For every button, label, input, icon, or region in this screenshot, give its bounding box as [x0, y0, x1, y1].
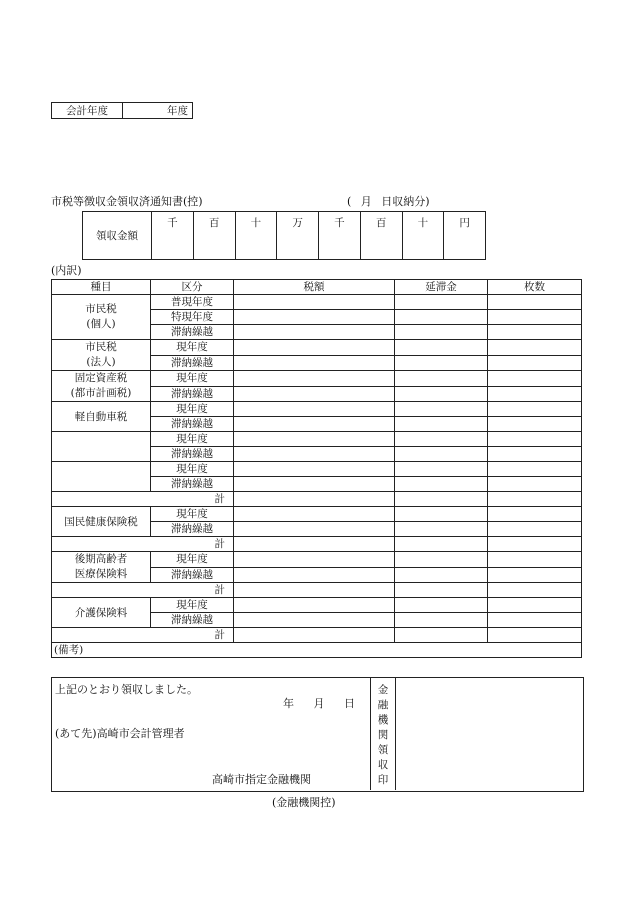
amount-box: [82, 211, 486, 260]
table-row: [52, 432, 582, 447]
division-cell: 現年度: [151, 552, 234, 568]
breakdown-heading: (内訳): [51, 264, 82, 277]
count-cell[interactable]: [488, 402, 582, 417]
category-blank[interactable]: [52, 432, 151, 462]
subtotal-row: [52, 537, 582, 552]
column-header: 種目: [52, 280, 151, 295]
late-fee-cell[interactable]: [395, 537, 488, 552]
division-cell: 滞納繰越: [151, 417, 234, 432]
late-fee-cell[interactable]: [395, 447, 488, 462]
division-cell: 滞納繰越: [151, 325, 234, 340]
late-fee-cell[interactable]: [395, 567, 488, 583]
count-cell[interactable]: [488, 462, 582, 477]
digit-cell: 万: [277, 212, 319, 260]
late-fee-cell[interactable]: [395, 598, 488, 613]
division-cell: 現年度: [151, 432, 234, 447]
late-fee-cell[interactable]: [395, 583, 488, 598]
digit-cell: 十: [235, 212, 277, 260]
late-fee-cell[interactable]: [395, 507, 488, 522]
count-cell[interactable]: [488, 552, 582, 568]
institution-name: 高崎市指定金融機関: [212, 773, 311, 786]
division-cell: 現年度: [151, 507, 234, 522]
tax-amount-cell[interactable]: [234, 295, 395, 310]
count-cell[interactable]: [488, 492, 582, 507]
count-cell[interactable]: [488, 583, 582, 598]
late-fee-cell[interactable]: [395, 355, 488, 371]
fiscal-year-value: 年度: [123, 103, 193, 119]
tax-amount-cell[interactable]: [234, 310, 395, 325]
table-row: [52, 402, 582, 417]
table-row: [52, 462, 582, 477]
count-cell[interactable]: [488, 477, 582, 492]
column-header: 延滞金: [395, 280, 488, 295]
addressee: (あて先)高崎市会計管理者: [55, 727, 185, 740]
subtotal-label: 計: [52, 492, 234, 507]
category-health-insurance: 国民健康保険税: [52, 507, 151, 537]
count-cell[interactable]: [488, 371, 582, 387]
category-light-vehicle: 軽自動車税: [52, 402, 151, 432]
division-cell: 現年度: [151, 598, 234, 613]
tax-amount-cell[interactable]: [234, 567, 395, 583]
late-fee-cell[interactable]: [395, 295, 488, 310]
late-fee-cell[interactable]: [395, 628, 488, 643]
table-row: [52, 507, 582, 522]
subtotal-row: [52, 583, 582, 598]
count-cell[interactable]: [488, 340, 582, 356]
subtotal-label: 計: [52, 537, 234, 552]
late-fee-cell[interactable]: [395, 325, 488, 340]
late-fee-cell[interactable]: [395, 462, 488, 477]
count-cell[interactable]: [488, 567, 582, 583]
tax-amount-cell[interactable]: [234, 598, 395, 613]
late-fee-cell[interactable]: [395, 522, 488, 537]
tax-amount-cell[interactable]: [234, 492, 395, 507]
late-fee-cell[interactable]: [395, 613, 488, 628]
seal-label-column: 金 融 機 関 領 収 印: [370, 677, 396, 790]
subtotal-row: [52, 628, 582, 643]
division-cell: 現年度: [151, 402, 234, 417]
category-nursing-care: 介護保険料: [52, 598, 151, 628]
digit-cell: 百: [360, 212, 402, 260]
remarks-heading: (備考): [52, 643, 582, 658]
tax-amount-cell[interactable]: [234, 552, 395, 568]
table-row: [52, 295, 582, 310]
table-row: [52, 552, 582, 568]
late-fee-cell[interactable]: [395, 477, 488, 492]
subtotal-label: 計: [52, 628, 234, 643]
late-fee-cell[interactable]: [395, 552, 488, 568]
amount-label: 領収金額: [83, 212, 152, 260]
subtotal-row: [52, 492, 582, 507]
count-cell[interactable]: [488, 537, 582, 552]
tax-amount-cell[interactable]: [234, 447, 395, 462]
table-row: [52, 340, 582, 356]
category-late-elderly: 後期高齢者 医療保険料: [52, 552, 151, 583]
count-cell[interactable]: [488, 295, 582, 310]
division-cell: 滞納繰越: [151, 522, 234, 537]
late-fee-cell[interactable]: [395, 340, 488, 356]
breakdown-table: [51, 279, 582, 658]
late-fee-cell[interactable]: [395, 432, 488, 447]
tax-amount-cell[interactable]: [234, 402, 395, 417]
count-cell[interactable]: [488, 613, 582, 628]
seal-area[interactable]: [395, 678, 581, 789]
tax-amount-cell[interactable]: [234, 325, 395, 340]
division-cell: 滞納繰越: [151, 355, 234, 371]
tax-amount-cell[interactable]: [234, 417, 395, 432]
division-cell: 普現年度: [151, 295, 234, 310]
tax-amount-cell[interactable]: [234, 537, 395, 552]
late-fee-cell[interactable]: [395, 310, 488, 325]
column-header: 税額: [234, 280, 395, 295]
count-cell[interactable]: [488, 386, 582, 402]
date-line: 年 月 日: [283, 697, 355, 710]
tax-amount-cell[interactable]: [234, 613, 395, 628]
fiscal-year-box: [51, 102, 193, 119]
remarks-row: [52, 643, 582, 658]
count-cell[interactable]: [488, 598, 582, 613]
column-header: 区分: [151, 280, 234, 295]
count-cell[interactable]: [488, 522, 582, 537]
tax-amount-cell[interactable]: [234, 462, 395, 477]
division-cell: 滞納繰越: [151, 613, 234, 628]
tax-amount-cell[interactable]: [234, 355, 395, 371]
category-blank[interactable]: [52, 462, 151, 492]
count-cell[interactable]: [488, 355, 582, 371]
table-row: [52, 598, 582, 613]
division-cell: 現年度: [151, 340, 234, 356]
tax-amount-cell[interactable]: [234, 432, 395, 447]
table-row: [52, 371, 582, 387]
count-cell[interactable]: [488, 447, 582, 462]
receipt-date: ( 月 日収納分): [347, 195, 430, 208]
digit-cell: 十: [402, 212, 444, 260]
tax-amount-cell[interactable]: [234, 371, 395, 387]
tax-amount-cell[interactable]: [234, 583, 395, 598]
tax-amount-cell[interactable]: [234, 507, 395, 522]
tax-amount-cell[interactable]: [234, 628, 395, 643]
count-cell[interactable]: [488, 417, 582, 432]
notice-title: 市税等徴収金領収済通知書(控): [51, 195, 203, 208]
fiscal-year-label: 会計年度: [52, 103, 123, 119]
digit-cell: 千: [152, 212, 194, 260]
late-fee-cell[interactable]: [395, 402, 488, 417]
tax-amount-cell[interactable]: [234, 386, 395, 402]
division-cell: 滞納繰越: [151, 477, 234, 492]
column-header: 枚数: [488, 280, 582, 295]
division-cell: 滞納繰越: [151, 447, 234, 462]
footer-label: (金融機関控): [272, 796, 336, 809]
count-cell[interactable]: [488, 628, 582, 643]
late-fee-cell[interactable]: [395, 371, 488, 387]
late-fee-cell[interactable]: [395, 492, 488, 507]
category-fixed-asset: 固定資産税 (都市計画税): [52, 371, 151, 402]
table-header-row: [52, 280, 582, 295]
subtotal-label: 計: [52, 583, 234, 598]
tax-amount-cell[interactable]: [234, 522, 395, 537]
digit-cell: 百: [193, 212, 235, 260]
division-cell: 滞納繰越: [151, 567, 234, 583]
count-cell[interactable]: [488, 507, 582, 522]
late-fee-cell[interactable]: [395, 417, 488, 432]
tax-amount-cell[interactable]: [234, 477, 395, 492]
received-text: 上記のとおり領収しました。: [55, 683, 198, 696]
category-city-personal: 市民税 (個人): [52, 295, 151, 340]
division-cell: 現年度: [151, 462, 234, 477]
category-city-corporate: 市民税 (法人): [52, 340, 151, 371]
digit-cell: 千: [319, 212, 361, 260]
division-cell: 特現年度: [151, 310, 234, 325]
count-cell[interactable]: [488, 310, 582, 325]
count-cell[interactable]: [488, 325, 582, 340]
digit-cell: 円: [444, 212, 486, 260]
late-fee-cell[interactable]: [395, 386, 488, 402]
count-cell[interactable]: [488, 432, 582, 447]
division-cell: 現年度: [151, 371, 234, 387]
division-cell: 滞納繰越: [151, 386, 234, 402]
tax-amount-cell[interactable]: [234, 340, 395, 356]
